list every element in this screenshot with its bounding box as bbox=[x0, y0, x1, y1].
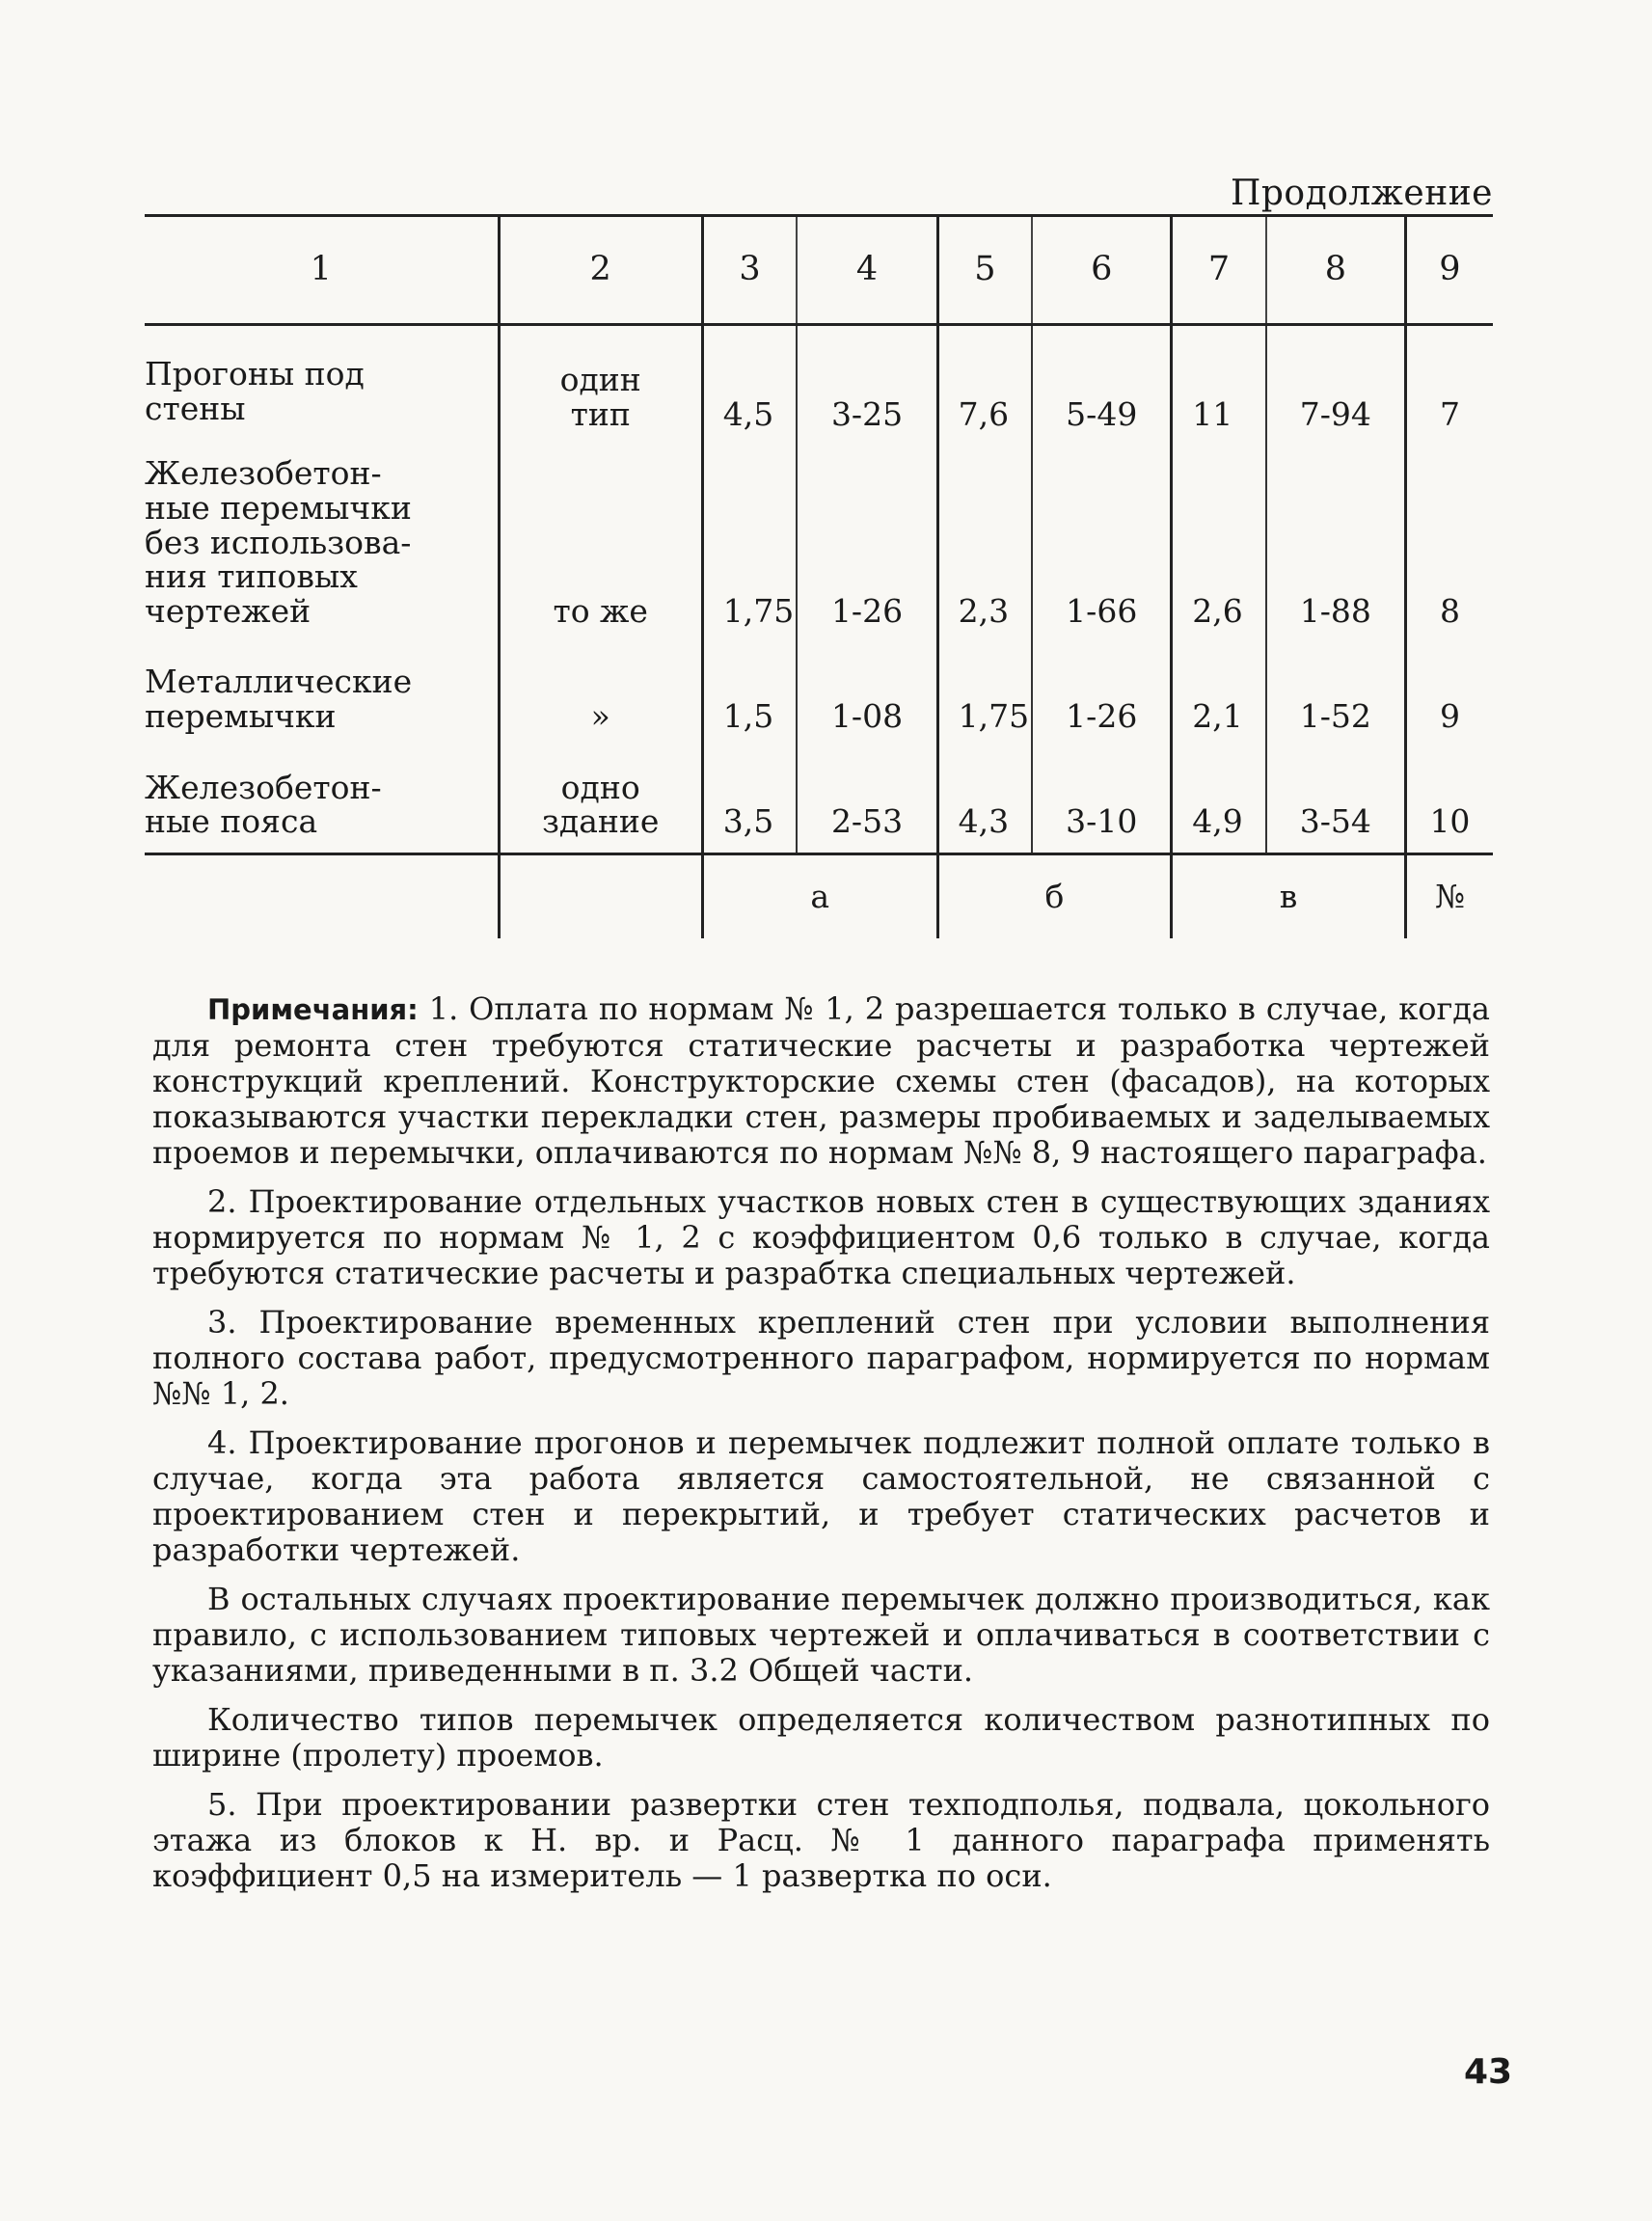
cell-value: 1,75 bbox=[702, 431, 797, 639]
header-cell: 7 bbox=[1172, 216, 1266, 325]
cell-value: 3-10 bbox=[1032, 745, 1172, 854]
note-paragraph: В остальных случаях проектирование перемычек должно производиться, как правило, с использованием типовых чертежей и оплачиваться в соответствии с указаниями, приведенными в п. 3.2 Общей части. bbox=[152, 1581, 1490, 1689]
norm-number: 9 bbox=[1405, 639, 1493, 745]
header-cell: 9 bbox=[1405, 216, 1493, 325]
cell-value: 4,3 bbox=[937, 745, 1032, 854]
cell-value: 1-26 bbox=[1032, 639, 1172, 745]
cell-value: 1-26 bbox=[797, 431, 937, 639]
cell-value: 3-54 bbox=[1266, 745, 1406, 854]
note-2: 2. Проектирование отдельных участков новых стен в существующих зданиях нормируется по нормам № 1, 2 с коэффициентом 0,6 только в случае, когда требуются статические расчеты и разрабтка специальных чертежей. bbox=[152, 1183, 1490, 1291]
footer-label-v: в bbox=[1172, 853, 1406, 938]
table-footer-row bbox=[145, 853, 1493, 938]
footer-label-no: № bbox=[1405, 853, 1493, 938]
row-unit: одно здание bbox=[499, 745, 702, 854]
cell-value: 1-08 bbox=[797, 639, 937, 745]
note-5: 5. При проектировании развертки стен техподполья, подвала, цокольного этажа из блоков к Н. вр. и Расц. № 1 данного параграфа применять коэффициент 0,5 на измеритель — 1 развертка по оси. bbox=[152, 1786, 1490, 1894]
header-cell: 5 bbox=[937, 216, 1032, 325]
footer-label-a: а bbox=[702, 853, 937, 938]
norm-number: 10 bbox=[1405, 745, 1493, 854]
cell-value: 7-94 bbox=[1266, 357, 1406, 431]
cell-value: 1-66 bbox=[1032, 431, 1172, 639]
table-row bbox=[145, 357, 1493, 431]
notes-title: Примечания: bbox=[207, 993, 419, 1026]
cell-value: 1-88 bbox=[1266, 431, 1406, 639]
cell-value: 2,3 bbox=[937, 431, 1032, 639]
norm-number: 8 bbox=[1405, 431, 1493, 639]
note-3: 3. Проектирование временных креплений стен при условии выполнения полного состава работ, предусмотренного параграфом, нормируется по нормам №№ 1, 2. bbox=[152, 1304, 1490, 1412]
header-cell: 6 bbox=[1032, 216, 1172, 325]
note-1: Примечания: 1. Оплата по нормам № 1, 2 разрешается только в случае, когда для ремонта стен требуются статические расчеты и разработка чертежей конструкций креплений. Конструкторские схемы стен (фасадов), на которых показываются участки перекладки стен, размеры пробиваемых и заделываемых проемов и перемычки, оплачиваются по нормам №№ 8, 9 настоящего параграфа. bbox=[152, 990, 1491, 1171]
cell-value: 1-52 bbox=[1266, 639, 1406, 745]
header-cell: 2 bbox=[499, 216, 702, 325]
row-name: Железобетон- ные перемычки без использова- ния типовых чертежей bbox=[145, 454, 412, 630]
cell-value: 4,5 bbox=[702, 357, 797, 431]
row-name: Прогоны под стены bbox=[145, 355, 365, 427]
cell-value: 2-53 bbox=[797, 745, 937, 854]
row-unit: один тип bbox=[499, 357, 702, 431]
cell-value: 7,6 bbox=[937, 357, 1032, 431]
table-row bbox=[145, 745, 1493, 854]
table-row bbox=[145, 431, 1493, 639]
continuation-label: Продолжение bbox=[1230, 174, 1493, 213]
table-row bbox=[145, 639, 1493, 745]
row-unit: » bbox=[499, 639, 702, 745]
cell-value: 3-25 bbox=[797, 357, 937, 431]
cell-value: 4,9 bbox=[1172, 745, 1266, 854]
notes-section bbox=[152, 991, 1490, 1908]
row-name: Металлические перемычки bbox=[145, 663, 413, 735]
cell-value: 5-49 bbox=[1032, 357, 1172, 431]
row-name: Железобетон- ные пояса bbox=[145, 745, 499, 854]
header-row bbox=[145, 216, 1493, 325]
cell-value: 1,75 bbox=[937, 639, 1032, 745]
page-number: 43 bbox=[1464, 2052, 1513, 2092]
header-cell: 4 bbox=[797, 216, 937, 325]
cell-value: 11 bbox=[1172, 357, 1266, 431]
row-unit: то же bbox=[499, 431, 702, 639]
cell-value: 2,6 bbox=[1172, 431, 1266, 639]
footer-label-b: б bbox=[937, 853, 1172, 938]
header-cell: 8 bbox=[1266, 216, 1406, 325]
header-cell: 3 bbox=[702, 216, 797, 325]
cell-value: 2,1 bbox=[1172, 639, 1266, 745]
norms-table bbox=[145, 214, 1493, 938]
norm-number: 7 bbox=[1405, 357, 1493, 431]
cell-value: 1,5 bbox=[702, 639, 797, 745]
note-paragraph: Количество типов перемычек определяется количеством разнотипных по ширине (пролету) проемов. bbox=[152, 1701, 1490, 1774]
header-cell: 1 bbox=[145, 216, 499, 325]
cell-value: 3,5 bbox=[702, 745, 797, 854]
note-4: 4. Проектирование прогонов и перемычек подлежит полной оплате только в случае, когда эта работа является самостоятельной, не связанной с проектированием стен и перекрытий, и требует статических расчетов и разработки чертежей. bbox=[152, 1424, 1490, 1568]
